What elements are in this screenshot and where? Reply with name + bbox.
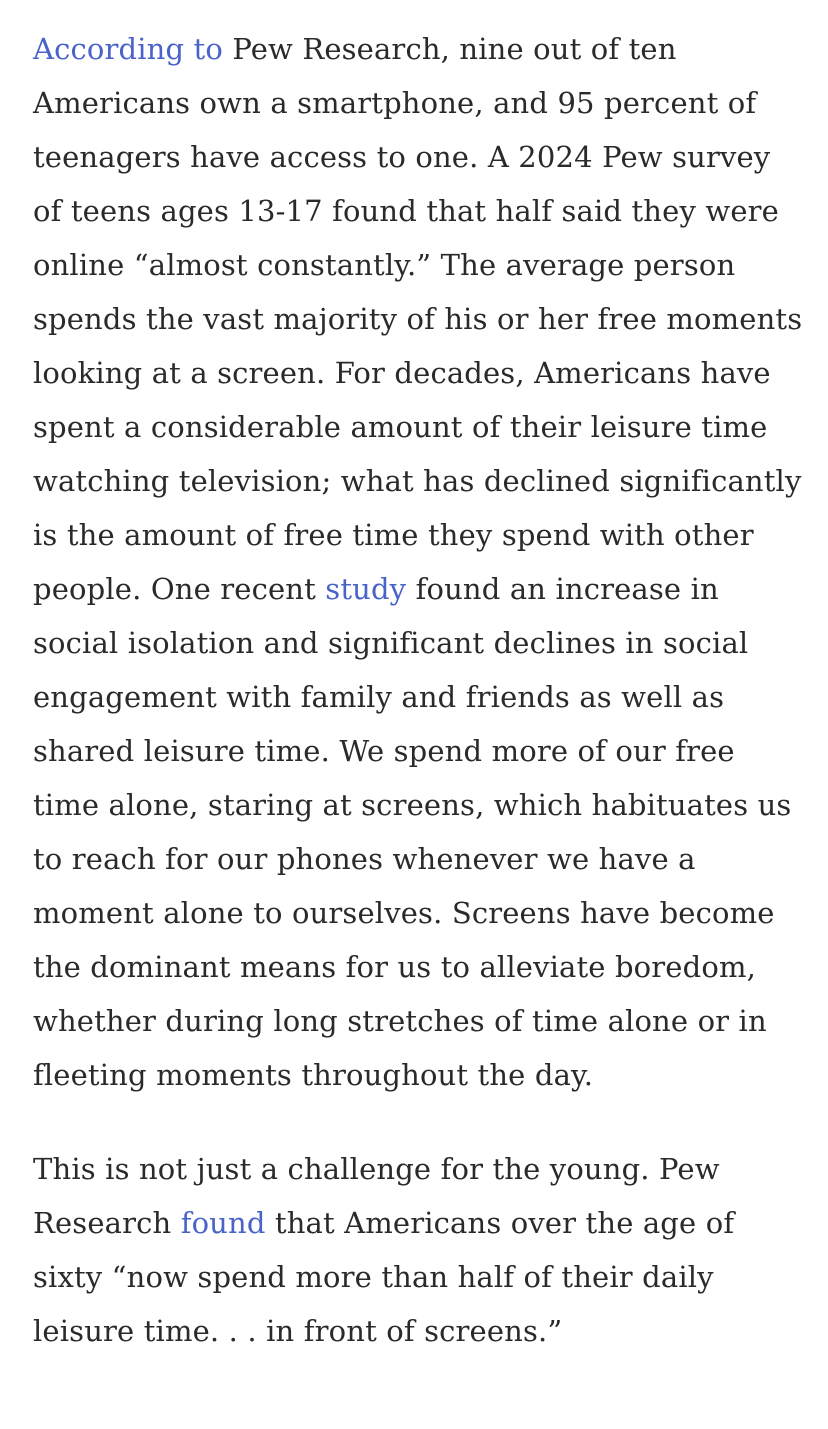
according-to-link[interactable]: According to <box>33 32 223 66</box>
study-link[interactable]: study <box>325 572 407 606</box>
found-link[interactable]: found <box>180 1206 266 1240</box>
paragraph-1 <box>33 22 804 1102</box>
paragraph-1-text-2: found an increase in social isolation and significant declines in social engagement with family and friends as well as shared leisure time. We spend more of our free time alone, staring at screens, which habituates us to reach for our phones whenever we have a moment alone to ourselves. Screens have become the dominant means for us to alleviate boredom, whether during long stretches of time alone or in fleeting moments throughout the day. <box>33 572 792 1092</box>
paragraph-1-text-1: Pew Research, nine out of ten Americans own a smartphone, and 95 percent of teenagers have access to one. A 2024 Pew survey of teens ages 13-17 found that half said they were online “almost constantly.” The average person spends the vast majority of his or her free moments looking at a screen. For decades, Americans have spent a considerable amount of their leisure time watching television; what has declined significantly is the amount of free time they spend with other people. One recent <box>33 32 803 606</box>
paragraph-2-text-2: that Americans over the age of sixty “now spend more than half of their daily leisure time. . . in front of screens.” <box>33 1206 735 1348</box>
paragraph-2 <box>33 1142 804 1358</box>
paragraph-2-text-1: This is not just a challenge for the young. Pew Research <box>33 1152 720 1240</box>
